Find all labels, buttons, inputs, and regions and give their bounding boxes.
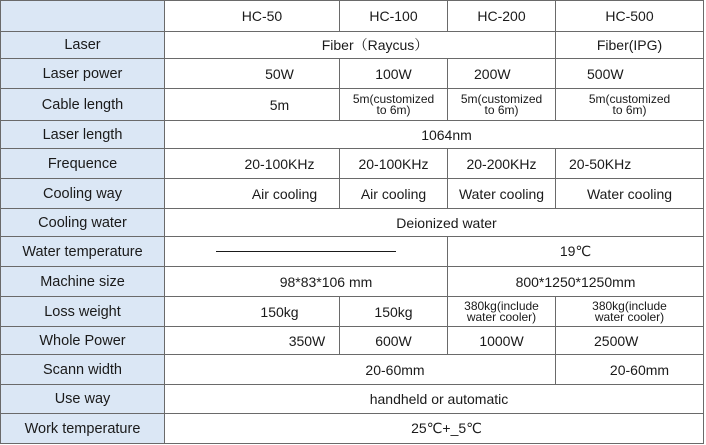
row-machine-size xyxy=(0,267,706,297)
row-work-temperature xyxy=(0,414,706,444)
cable-length-hc200-line1: 5m(customized xyxy=(460,91,543,106)
row-frequence xyxy=(0,149,706,179)
row-cooling-water xyxy=(0,209,706,237)
frequence-hc50: 20-100KHz xyxy=(165,149,340,179)
loss-weight-hc500-line1: 380kg(include xyxy=(592,298,667,313)
label-cable-length: Cable length xyxy=(0,89,165,121)
scann-width-value-a: 20-60mm xyxy=(165,355,556,385)
cooling-way-hc200: Water cooling xyxy=(448,179,556,209)
machine-size-large: 800*1250*1250mm xyxy=(448,267,704,297)
cable-length-hc200-line2: to 6m) xyxy=(484,102,519,117)
row-laser xyxy=(0,32,706,59)
use-way-value: handheld or automatic xyxy=(165,385,704,414)
cooling-water-value: Deionized water xyxy=(165,209,704,237)
whole-power-hc200: 1000W xyxy=(448,327,556,355)
label-scann-width: Scann width xyxy=(0,355,165,385)
header-blank-cell xyxy=(0,0,165,32)
scann-width-value-b: 20-60mm xyxy=(556,355,704,385)
cooling-way-hc50: Air cooling xyxy=(165,179,340,209)
loss-weight-hc100: 150kg xyxy=(340,297,448,327)
cooling-way-hc100: Air cooling xyxy=(340,179,448,209)
cable-length-hc100 xyxy=(340,89,448,121)
header-row xyxy=(0,0,706,32)
label-use-way: Use way xyxy=(0,385,165,414)
cable-length-hc100-line1: 5m(customized xyxy=(352,91,435,106)
machine-size-small: 98*83*106 mm xyxy=(165,267,448,297)
cable-length-hc500-line1: 5m(customized xyxy=(588,91,671,106)
row-laser-length xyxy=(0,121,706,149)
cable-length-hc50: 5m xyxy=(165,89,340,121)
label-laser-power: Laser power xyxy=(0,59,165,89)
laser-fiber-ipg: Fiber(IPG) xyxy=(556,32,704,59)
row-use-way xyxy=(0,385,706,414)
row-loss-weight xyxy=(0,297,706,327)
label-loss-weight: Loss weight xyxy=(0,297,165,327)
header-model-hc500: HC-500 xyxy=(556,0,704,32)
water-temperature-value: 19℃ xyxy=(448,237,704,267)
row-cable-length xyxy=(0,89,706,121)
row-water-temperature xyxy=(0,237,706,267)
laser-power-hc200: 200W xyxy=(448,59,556,89)
cable-length-hc100-line2: to 6m) xyxy=(376,102,411,117)
work-temperature-value: 25℃+_5℃ xyxy=(165,414,704,444)
laser-fiber-raycus: Fiber（Raycus） xyxy=(165,32,556,59)
label-work-temperature: Work temperature xyxy=(0,414,165,444)
label-cooling-way: Cooling way xyxy=(0,179,165,209)
row-scann-width xyxy=(0,355,706,385)
loss-weight-hc200-line2: water cooler) xyxy=(466,309,537,324)
water-temperature-not-applicable xyxy=(165,237,448,267)
header-model-hc50: HC-50 xyxy=(165,0,340,32)
whole-power-hc100: 600W xyxy=(340,327,448,355)
loss-weight-hc50: 150kg xyxy=(165,297,340,327)
not-applicable-dash xyxy=(216,251,396,252)
laser-power-hc500: 500W xyxy=(556,59,704,89)
frequence-hc100: 20-100KHz xyxy=(340,149,448,179)
frequence-hc500: 20-50KHz xyxy=(556,149,704,179)
label-whole-power: Whole Power xyxy=(0,327,165,355)
row-laser-power xyxy=(0,59,706,89)
row-cooling-way xyxy=(0,179,706,209)
header-model-hc100: HC-100 xyxy=(340,0,448,32)
whole-power-hc50: 350W xyxy=(165,327,340,355)
label-machine-size: Machine size xyxy=(0,267,165,297)
laser-power-hc100: 100W xyxy=(340,59,448,89)
loss-weight-hc500 xyxy=(556,297,704,327)
label-laser: Laser xyxy=(0,32,165,59)
laser-power-hc50: 50W xyxy=(165,59,340,89)
laser-length-value: 1064nm xyxy=(165,121,704,149)
label-cooling-water: Cooling water xyxy=(0,209,165,237)
header-model-hc200: HC-200 xyxy=(448,0,556,32)
loss-weight-hc200 xyxy=(448,297,556,327)
loss-weight-hc200-line1: 380kg(include xyxy=(464,298,539,313)
label-water-temperature: Water temperature xyxy=(0,237,165,267)
label-laser-length: Laser length xyxy=(0,121,165,149)
loss-weight-hc500-line2: water cooler) xyxy=(594,309,665,324)
cooling-way-hc500: Water cooling xyxy=(556,179,704,209)
cable-length-hc200 xyxy=(448,89,556,121)
label-frequence: Frequence xyxy=(0,149,165,179)
cable-length-hc500-line2: to 6m) xyxy=(612,102,647,117)
whole-power-hc500: 2500W xyxy=(556,327,704,355)
row-whole-power xyxy=(0,327,706,355)
cable-length-hc500 xyxy=(556,89,704,121)
frequence-hc200: 20-200KHz xyxy=(448,149,556,179)
